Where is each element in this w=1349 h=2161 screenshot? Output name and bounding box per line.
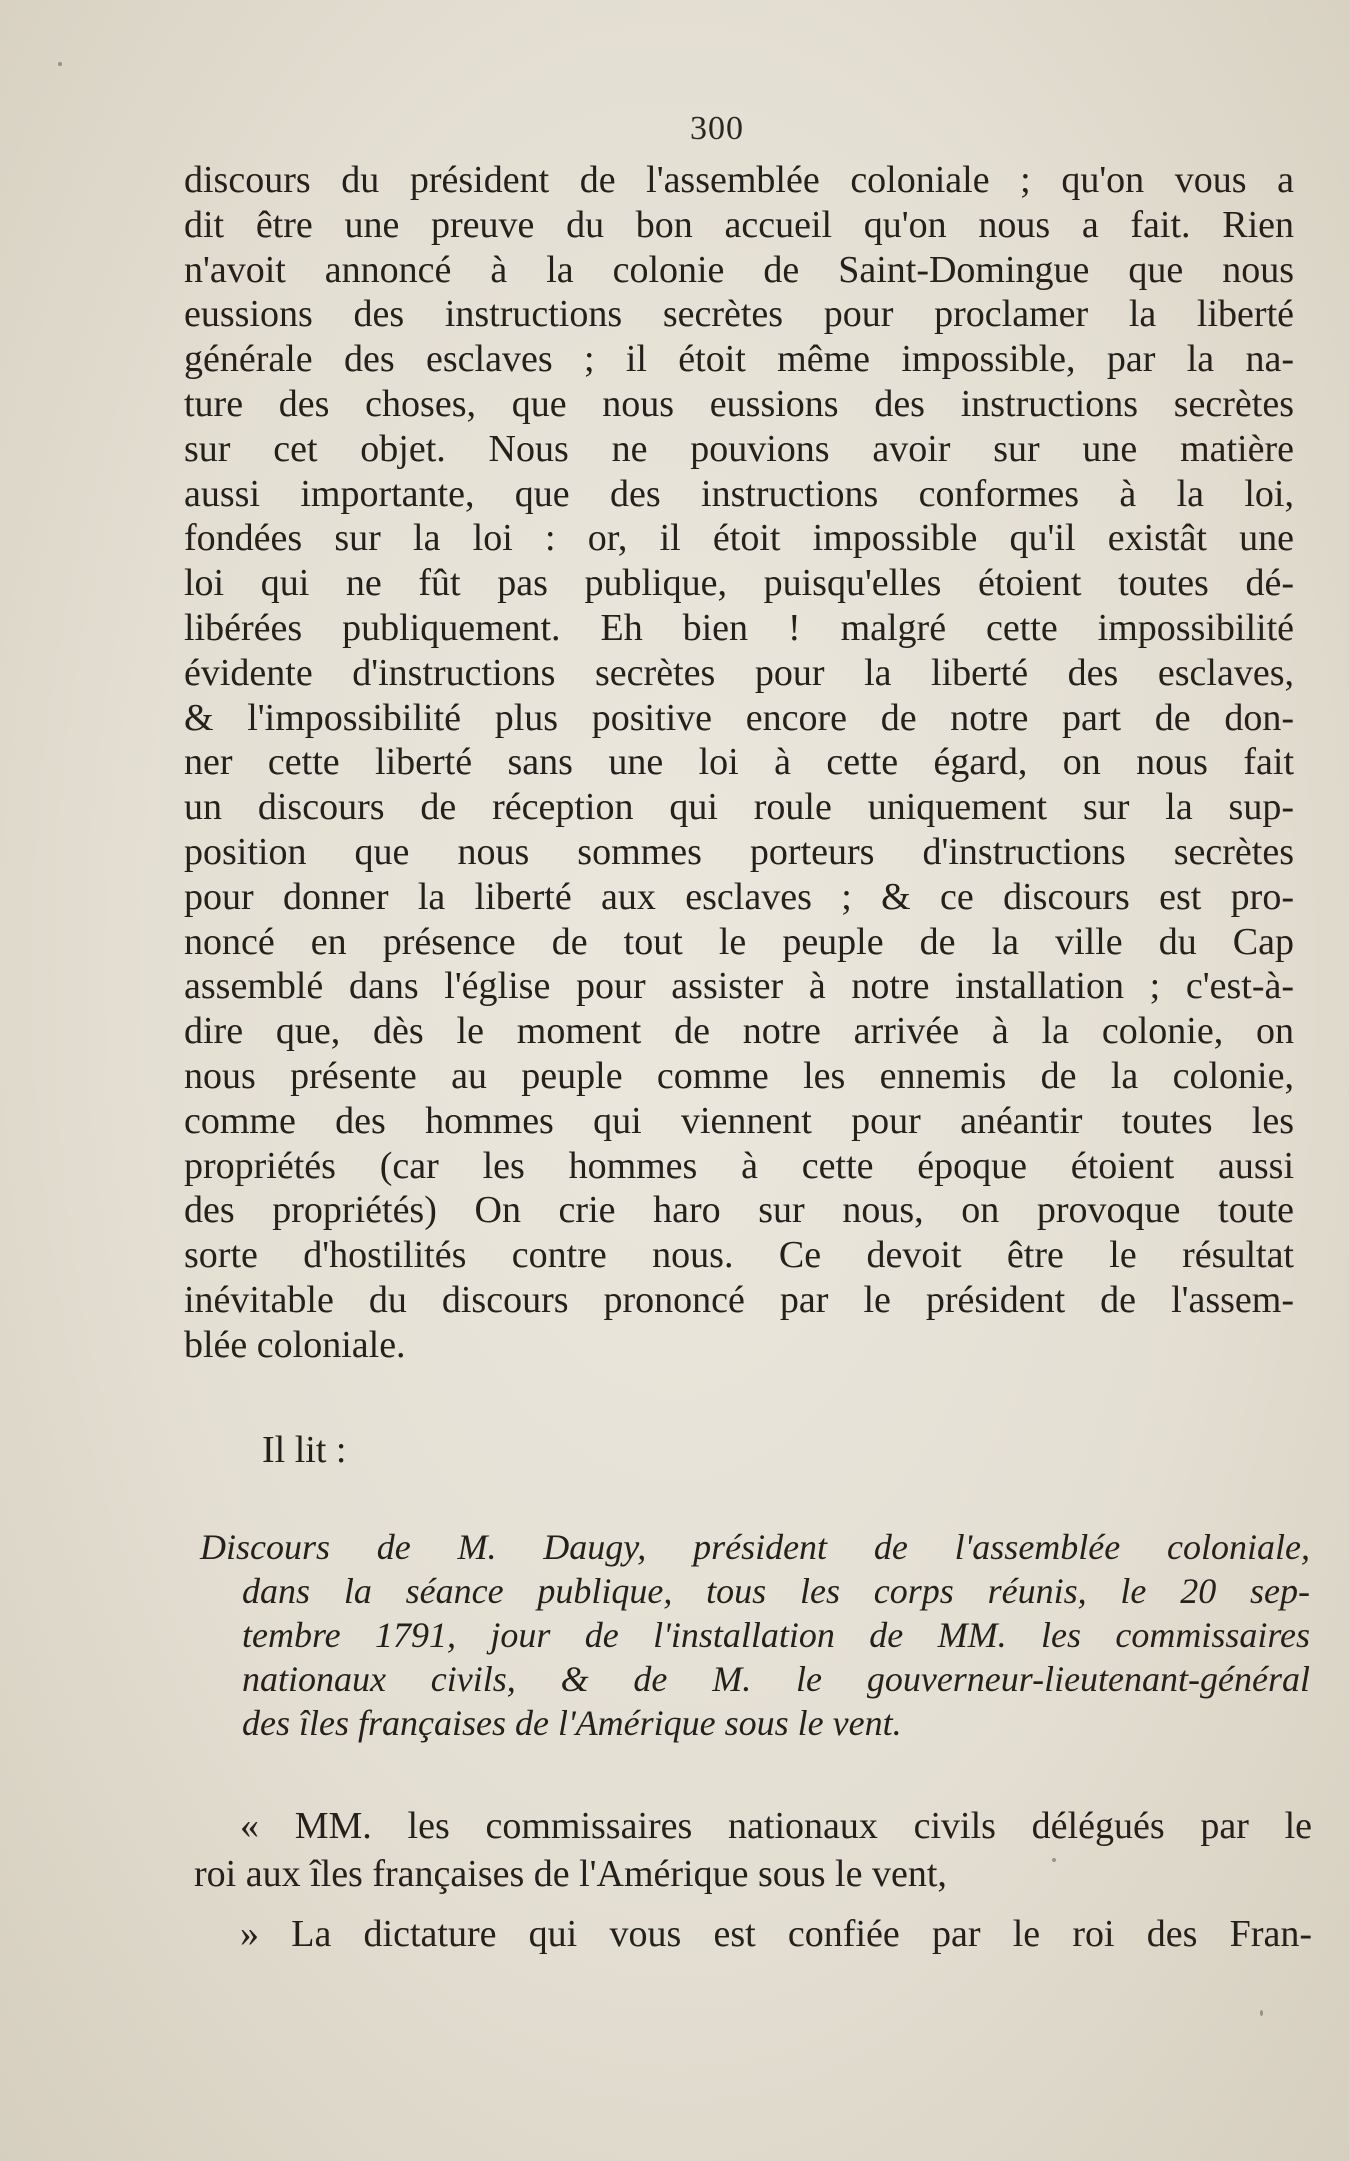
body-line: n'avoit annoncé à la colonie de Saint-Domingue que nous [184,248,1294,291]
paper-speck [58,62,62,66]
body-line: fondées sur la loi : or, il étoit impossible qu'il existât une [184,517,1294,560]
body-line: nous présente au peuple comme les ennemis de la colonie, [184,1054,1294,1097]
body-line: sorte d'hostilités contre nous. Ce devoit être le résultat [184,1234,1294,1277]
quote-line: « MM. les commissaires nationaux civils délégués par le [240,1805,1312,1847]
body-line: position que nous sommes porteurs d'instructions secrètes [184,830,1294,873]
body-line: dire que, dès le moment de notre arrivée à la colonie, on [184,1010,1294,1053]
body-line: ner cette liberté sans une loi à cette égard, on nous fait [184,741,1294,784]
body-line: libérées publiquement. Eh bien ! malgré cette impossibilité [184,606,1294,649]
body-line: comme des hommes qui viennent pour anéantir toutes les [184,1099,1294,1142]
quote-line: » La dictature qui vous est confiée par le roi des Fran- [240,1913,1312,1955]
body-line: propriétés (car les hommes à cette époque étoient aussi [184,1144,1294,1187]
body-line: blée coloniale. [184,1323,406,1366]
heading-line: tembre 1791, jour de l'installation de MM. les commissaires [242,1615,1310,1655]
body-line: noncé en présence de tout le peuple de la ville du Cap [184,920,1294,963]
body-line: des propriétés) On crie haro sur nous, on provoque toute [184,1189,1294,1232]
body-line: dit être une preuve du bon accueil qu'on nous a fait. Rien [184,203,1294,246]
il-lit-label: Il lit : [262,1429,347,1471]
body-line: assemblé dans l'église pour assister à notre installation ; c'est-à- [184,965,1294,1008]
speech-heading [200,1525,1310,1745]
body-line: & l'impossibilité plus positive encore de notre part de don- [184,696,1294,739]
heading-line: nationaux civils, & de M. le gouverneur-lieutenant-général [242,1659,1310,1699]
speech-quote [194,1802,1312,1958]
page-number: 300 [690,110,744,147]
body-line: eussions des instructions secrètes pour proclamer la liberté [184,293,1294,336]
body-line: évidente d'instructions secrètes pour la liberté des esclaves, [184,651,1294,694]
body-line: inévitable du discours prononcé par le président de l'assem- [184,1278,1294,1321]
paper-speck [1260,2010,1263,2016]
body-line: pour donner la liberté aux esclaves ; & ce discours est pro- [184,875,1294,918]
paper-speck [1052,1858,1056,1862]
body-line: sur cet objet. Nous ne pouvions avoir sur une matière [184,427,1294,470]
body-line: loi qui ne fût pas publique, puisqu'elles étoient toutes dé- [184,562,1294,605]
heading-line: dans la séance publique, tous les corps réunis, le 20 sep- [242,1571,1310,1611]
body-line: aussi importante, que des instructions conformes à la loi, [184,472,1294,515]
body-paragraph [184,158,1294,1368]
body-line: discours du président de l'assemblée coloniale ; qu'on vous a [184,159,1294,201]
body-line: un discours de réception qui roule uniquement sur la sup- [184,786,1294,829]
quote-line: roi aux îles françaises de l'Amérique sous le vent, [194,1853,947,1895]
body-line: générale des esclaves ; il étoit même impossible, par la na- [184,338,1294,381]
heading-line: des îles françaises de l'Amérique sous le vent. [242,1703,902,1743]
body-line: ture des choses, que nous eussions des instructions secrètes [184,382,1294,425]
heading-line: Discours de M. Daugy, président de l'assemblée coloniale, [200,1527,1310,1567]
